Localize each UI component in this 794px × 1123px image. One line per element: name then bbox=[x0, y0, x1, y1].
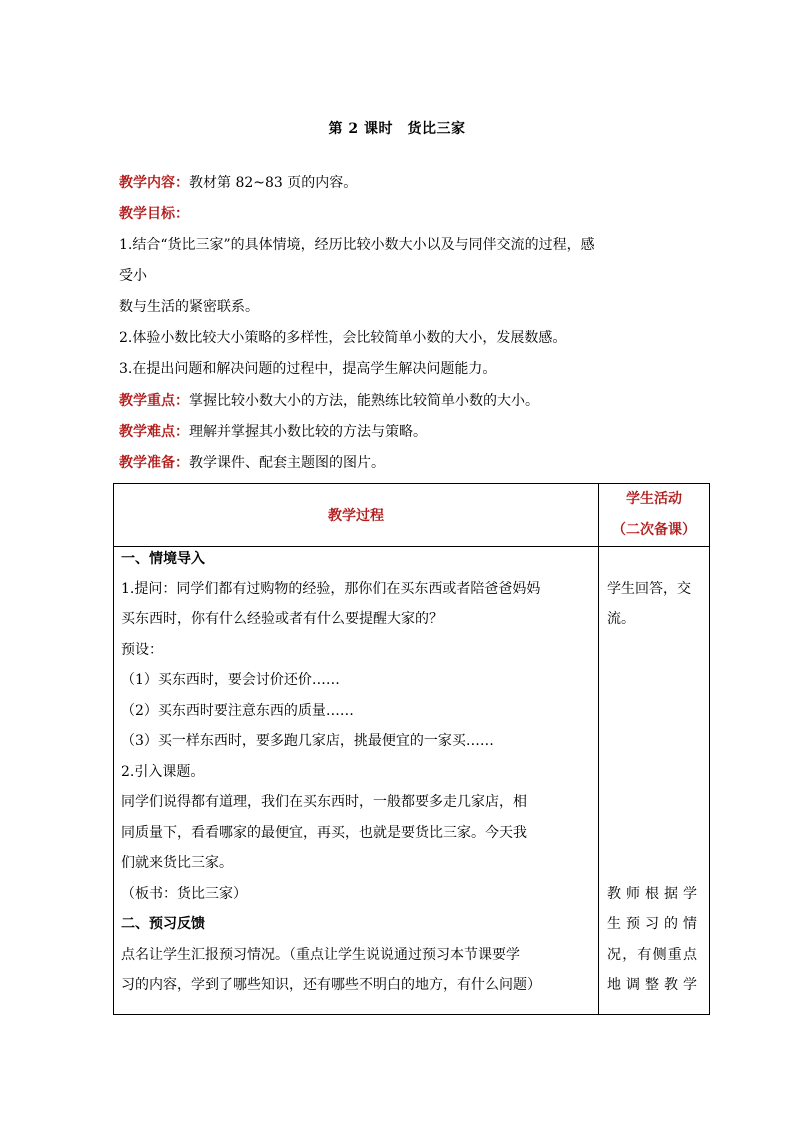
table-body-row bbox=[114, 547, 710, 1015]
goal-line: 受小 bbox=[119, 268, 147, 284]
process-line: （3）买一样东西时，要多跑几家店，挑最便宜的一家买…… bbox=[121, 733, 494, 749]
section-heading: 二、预习反馈 bbox=[121, 916, 205, 932]
goal-line: 2.体验小数比较大小策略的多样性，会比较简单小数的大小，发展数感。 bbox=[119, 330, 567, 346]
goals-label: 教学目标： bbox=[119, 206, 189, 222]
activity-line: 学生回答，交 bbox=[607, 581, 691, 597]
page-title: 第 2 课时 货比三家 bbox=[328, 121, 466, 137]
process-line: 预设： bbox=[121, 642, 163, 658]
activity-line: 生预习的情 bbox=[607, 916, 697, 932]
preparation-label: 教学准备： bbox=[119, 455, 189, 471]
key-points-label: 教学重点： bbox=[119, 393, 189, 409]
table-header-row bbox=[114, 484, 710, 547]
process-line: 习的内容，学到了哪些知识，还有哪些不明白的地方，有什么问题） bbox=[121, 977, 541, 993]
activity-line: 教师根据学 bbox=[607, 886, 697, 902]
process-line: 1.提问：同学们都有过购物的经验，那你们在买东西或者陪爸爸妈妈 bbox=[121, 581, 541, 597]
content-text: 教材第 82~83 页的内容。 bbox=[189, 175, 358, 191]
process-line: 同学们说得都有道理，我们在买东西时，一般都要多走几家店，相 bbox=[121, 794, 527, 810]
process-line: 点名让学生汇报预习情况。（重点让学生说说通过预习本节课要学 bbox=[121, 947, 520, 963]
activity-line: 地调整教学 bbox=[607, 977, 697, 993]
preparation-line bbox=[119, 454, 385, 472]
key-points-text: 掌握比较小数大小的方法，能熟练比较简单小数的大小。 bbox=[189, 393, 539, 409]
process-line: （2）买东西时要注意东西的质量…… bbox=[121, 703, 354, 719]
header-teaching-process: 教学过程 bbox=[114, 484, 599, 547]
goal-line: 数与生活的紧密联系。 bbox=[119, 299, 259, 315]
content-label: 教学内容： bbox=[119, 175, 189, 191]
header-student-activity bbox=[599, 484, 710, 547]
process-line: 买东西时，你有什么经验或者有什么要提醒大家的？ bbox=[121, 611, 443, 627]
process-line: （板书：货比三家） bbox=[121, 886, 247, 902]
content-line bbox=[119, 174, 357, 192]
teaching-plan-table bbox=[113, 483, 710, 1015]
process-line: 2.引入课题。 bbox=[121, 764, 205, 780]
preparation-text: 教学课件、配套主题图的图片。 bbox=[189, 455, 385, 471]
process-line: 们就来货比三家。 bbox=[121, 855, 233, 871]
process-line: 同质量下，看看哪家的最便宜，再买，也就是要货比三家。今天我 bbox=[121, 825, 527, 841]
difficulties-line bbox=[119, 423, 427, 441]
activity-line: 流。 bbox=[607, 611, 635, 627]
process-line: （1）买东西时，要会讨价还价…… bbox=[121, 672, 340, 688]
goals-line bbox=[119, 205, 189, 223]
activity-line: 况，有侧重点 bbox=[607, 947, 697, 963]
difficulties-text: 理解并掌握其小数比较的方法与策略。 bbox=[189, 424, 427, 440]
difficulties-label: 教学难点： bbox=[119, 424, 189, 440]
key-points-line bbox=[119, 392, 539, 410]
student-activity-cell bbox=[599, 547, 710, 1015]
goal-line: 1.结合“货比三家”的具体情境，经历比较小数大小以及与同伴交流的过程，感 bbox=[119, 237, 595, 253]
header-side-line-2: （二次备课） bbox=[612, 522, 696, 538]
process-cell bbox=[114, 547, 599, 1015]
header-side-line-1: 学生活动 bbox=[626, 491, 682, 507]
section-heading: 一、情境导入 bbox=[121, 551, 205, 567]
goal-line: 3.在提出问题和解决问题的过程中，提高学生解决问题能力。 bbox=[119, 361, 497, 377]
